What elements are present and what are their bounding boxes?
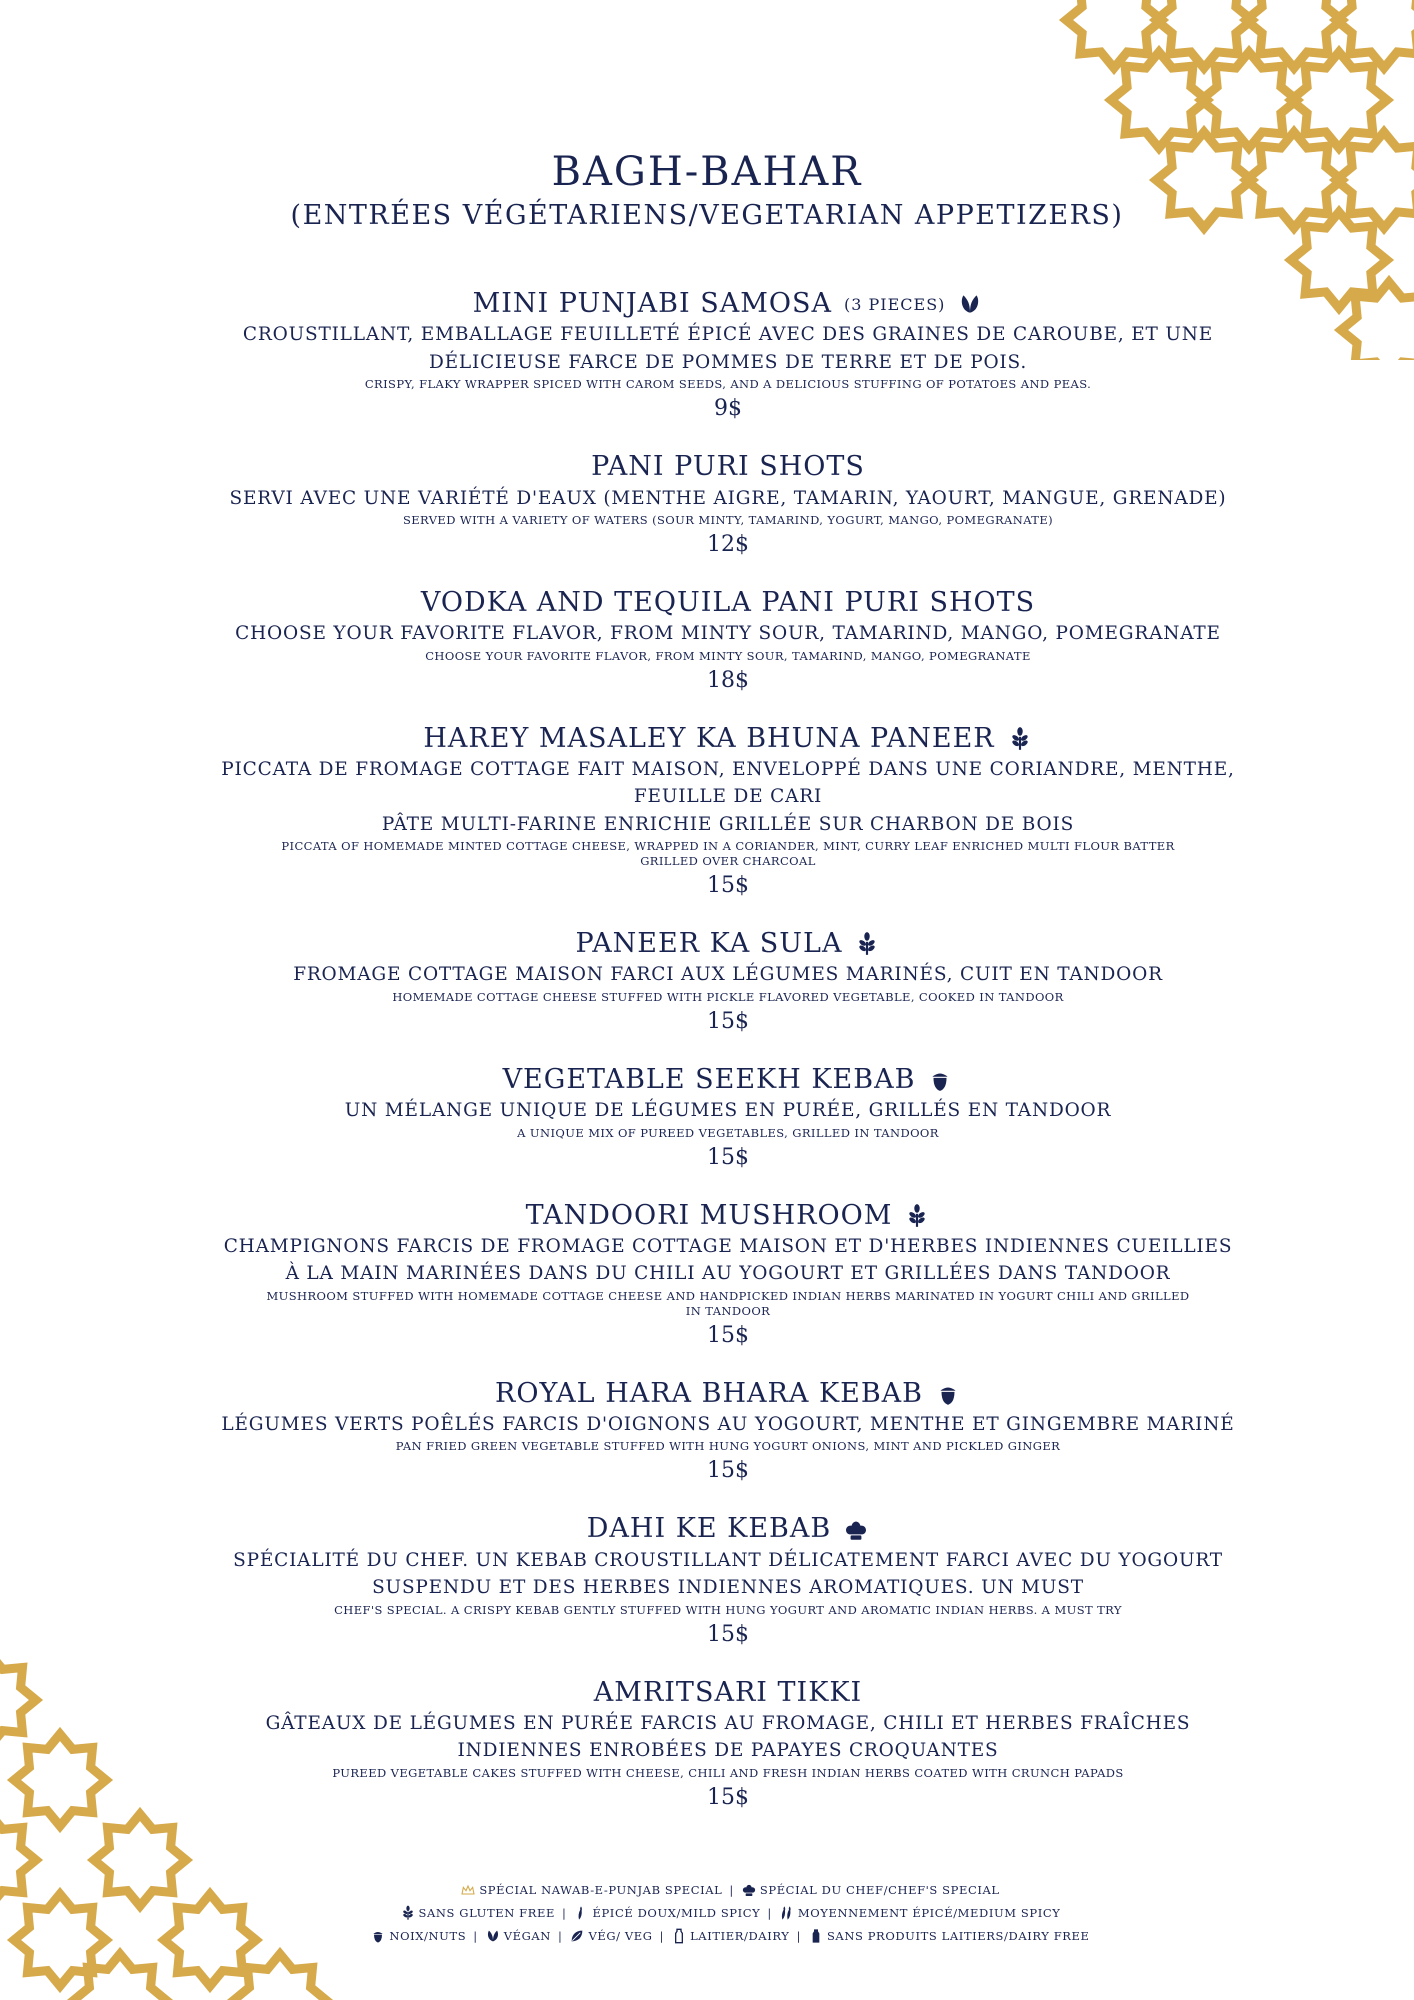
chef-hat-icon — [741, 1882, 757, 1898]
menu-item-description-fr: CROUSTILLANT, EMBALLAGE FEUILLETÉ ÉPICÉ AVEC DES GRAINES DE CAROUBE, ET UNE — [242, 324, 1214, 346]
menu-items-list — [200, 288, 1256, 1840]
legend-item — [741, 1882, 1000, 1898]
legend-label: SPÉCIAL NAWAB-E-PUNJAB SPECIAL — [479, 1883, 723, 1897]
gluten-free-icon — [400, 1905, 416, 1921]
legend-row — [300, 1882, 1160, 1898]
legend-separator: | — [767, 1906, 772, 1920]
legend-item — [485, 1928, 551, 1944]
legend-label: MOYENNEMENT ÉPICÉ/MEDIUM SPICY — [797, 1906, 1061, 1920]
menu-item-description-en — [200, 1289, 1256, 1319]
menu-item — [200, 1200, 1256, 1348]
legend-label: LAITIER/DAIRY — [690, 1929, 790, 1943]
menu-item-price: 15$ — [707, 873, 749, 899]
menu-item-description-fr: PICCATA DE FROMAGE COTTAGE FAIT MAISON, ENVELOPPÉ DANS UNE CORIANDRE, MENTHE, — [221, 759, 1235, 780]
menu-item-description-en — [200, 513, 1256, 528]
menu-item-heading — [423, 723, 1032, 755]
nuts-icon — [935, 1381, 961, 1407]
dietary-legend — [300, 1882, 1160, 1951]
menu-item-heading — [587, 1513, 869, 1545]
menu-item-note: (3 PIECES) — [844, 294, 946, 314]
menu-item-description-en — [200, 1603, 1256, 1618]
menu-item-price: 12$ — [707, 531, 749, 557]
legend-separator: | — [796, 1929, 801, 1943]
legend-row — [300, 1905, 1160, 1921]
menu-item-description-en — [200, 377, 1256, 392]
legend-label: SPÉCIAL DU CHEF/CHEF'S SPECIAL — [759, 1883, 1000, 1897]
vegan-icon — [485, 1928, 501, 1944]
menu-item — [200, 451, 1256, 557]
legend-item — [808, 1928, 1090, 1944]
menu-item-price: 15$ — [707, 1784, 749, 1810]
legend-separator: | — [659, 1929, 665, 1943]
menu-item-description-fr: FROMAGE COTTAGE MAISON FARCI AUX LÉGUMES MARINÉS, CUIT EN TANDOOR — [293, 964, 1163, 986]
menu-item-name: AMRITSARI TIKKI — [593, 1676, 863, 1708]
menu-item-description-en-line: CHOOSE YOUR FAVORITE FLAVOR, FROM MINTY SOUR, TAMARIND, MANGO, POMEGRANATE — [425, 648, 1031, 663]
veg-icon — [569, 1928, 585, 1944]
menu-item-description-fr: LÉGUMES VERTS POÊLÉS FARCIS D'OIGNONS AU YOGOURT, MENTHE ET GINGEMBRE MARINÉ — [221, 1414, 1235, 1436]
gluten-free-icon — [854, 931, 880, 957]
menu-item-heading — [576, 928, 881, 960]
menu-item-description-en — [200, 1766, 1256, 1781]
menu-item — [200, 587, 1256, 693]
menu-item-description-fr: GÂTEAUX DE LÉGUMES EN PURÉE FARCIS AU FROMAGE, CHILI ET HERBES FRAÎCHES — [265, 1712, 1191, 1734]
menu-item-name: MINI PUNJABI SAMOSA — [472, 288, 833, 319]
legend-item — [460, 1882, 722, 1898]
menu-item-heading — [473, 288, 984, 320]
gluten-free-icon — [904, 1203, 930, 1229]
menu-item-description-fr: CHOOSE YOUR FAVORITE FLAVOR, FROM MINTY SOUR, TAMARIND, MANGO, POMEGRANATE — [235, 623, 1221, 645]
menu-item — [200, 288, 1256, 421]
legend-label: VÉGAN — [503, 1929, 551, 1943]
menu-item-description-en — [200, 1126, 1256, 1141]
legend-separator: | — [557, 1929, 563, 1943]
menu-item-description-en-line: HOMEMADE COTTAGE CHEESE STUFFED WITH PICKLE FLAVORED VEGETABLE, COOKED IN TANDOOR — [392, 989, 1064, 1004]
menu-item-description-en-line: CRISPY, FLAKY WRAPPER SPICED WITH CAROM SEEDS, AND A DELICIOUS STUFFING OF POTATOES AND PEAS. — [364, 377, 1092, 392]
menu-header — [0, 150, 1414, 231]
menu-item-name: TANDOORI MUSHROOM — [525, 1199, 893, 1231]
legend-item — [779, 1905, 1061, 1921]
nuts-icon — [927, 1067, 953, 1093]
vegan-icon — [957, 291, 983, 317]
nuts-icon — [370, 1928, 386, 1944]
menu-item-heading — [421, 587, 1035, 619]
dairy-free-icon — [808, 1928, 824, 1944]
menu-item-description-fr: SERVI AVEC UNE VARIÉTÉ D'EAUX (MENTHE AIGRE, TAMARIN, YAOURT, MANGUE, GRENADE) — [229, 487, 1227, 509]
page-subtitle: (ENTRÉES VÉGÉTARIENS/VEGETARIAN APPETIZERS) — [290, 200, 1124, 231]
legend-separator: | — [561, 1906, 567, 1920]
menu-item-heading — [591, 451, 865, 483]
menu-item-heading — [594, 1677, 862, 1709]
legend-item — [569, 1928, 652, 1944]
menu-item-description-en-line: A UNIQUE MIX OF PUREED VEGETABLES, GRILLED IN TANDOOR — [517, 1125, 939, 1140]
menu-item-description-en-line: CHEF'S SPECIAL. A CRISPY KEBAB GENTLY STUFFED WITH HUNG YOGURT AND AROMATIC INDIAN HERBS. A MUST TRY — [334, 1602, 1122, 1617]
menu-item-description-en-line: PICCATA OF HOMEMADE MINTED COTTAGE CHEESE, WRAPPED IN A CORIANDER, MINT, CURRY LEAF ENRICHED MULTI FLOUR BATTER — [281, 839, 1175, 854]
menu-item-description-en-line: PUREED VEGETABLE CAKES STUFFED WITH CHEESE, CHILI AND FRESH INDIAN HERBS COATED WITH CRUNCH PAPADS — [332, 1765, 1124, 1780]
menu-item — [200, 723, 1256, 898]
menu-item-description-en — [200, 839, 1256, 869]
menu-item-price: 9$ — [714, 396, 742, 422]
menu-item-description-fr: UN MÉLANGE UNIQUE DE LÉGUMES EN PURÉE, GRILLÉS EN TANDOOR — [344, 1100, 1112, 1122]
crown-icon — [460, 1882, 476, 1898]
menu-item-description-fr: SUSPENDU ET DES HERBES INDIENNES AROMATIQUES. UN MUST — [372, 1577, 1084, 1599]
menu-item-name: VODKA AND TEQUILA PANI PURI SHOTS — [420, 586, 1036, 618]
legend-item — [671, 1928, 789, 1944]
page-title: BAGH-BAHAR — [551, 149, 863, 195]
menu-item-description-fr: PÂTE MULTI-FARINE ENRICHIE GRILLÉE SUR CHARBON DE BOIS — [381, 813, 1075, 835]
menu-item-heading — [495, 1378, 961, 1410]
menu-item-description-en-line: SERVED WITH A VARIETY OF WATERS (SOUR MINTY, TAMARIND, YOGURT, MANGO, POMEGRANATE) — [402, 512, 1054, 527]
menu-item-description-fr: À LA MAIN MARINÉES DANS DU CHILI AU YOGOURT ET GRILLÉES DANS TANDOOR — [285, 1263, 1171, 1285]
menu-item-description-fr: SPÉCIALITÉ DU CHEF. UN KEBAB CROUSTILLANT DÉLICATEMENT FARCI AVEC DU YOGOURT — [233, 1549, 1223, 1571]
double-chili-icon — [779, 1905, 795, 1921]
menu-item-description-fr: FEUILLE DE CARI — [633, 786, 823, 808]
menu-item — [200, 928, 1256, 1034]
menu-item-price: 15$ — [707, 1458, 749, 1484]
menu-item-description-en-line: PAN FRIED GREEN VEGETABLE STUFFED WITH HUNG YOGURT ONIONS, MINT AND PICKLED GINGER — [395, 1439, 1061, 1454]
menu-item-description-en — [200, 1439, 1256, 1454]
legend-item — [370, 1928, 466, 1944]
legend-label: NOIX/NUTS — [389, 1929, 467, 1943]
legend-label: SANS GLUTEN FREE — [418, 1906, 555, 1920]
legend-item — [400, 1905, 555, 1921]
dairy-icon — [671, 1928, 687, 1944]
legend-separator: | — [473, 1929, 478, 1943]
menu-item-description-en-line: MUSHROOM STUFFED WITH HOMEMADE COTTAGE CHEESE AND HANDPICKED INDIAN HERBS MARINATED IN YOGURT CHILI AND GRILLED — [266, 1288, 1190, 1303]
menu-item-name: ROYAL HARA BHARA KEBAB — [494, 1377, 923, 1409]
menu-item-heading — [526, 1200, 931, 1232]
menu-item-description-en — [200, 990, 1256, 1005]
menu-item-name: HAREY MASALEY KA BHUNA PANEER — [423, 722, 995, 754]
chef-hat-icon — [843, 1517, 869, 1543]
menu-item — [200, 1677, 1256, 1810]
legend-label: VÉG/ VEG — [588, 1929, 653, 1943]
legend-item — [573, 1905, 760, 1921]
gluten-free-icon — [1007, 726, 1033, 752]
menu-item-description-en-line: GRILLED OVER CHARCOAL — [640, 854, 816, 869]
menu-item-name: PANEER KA SULA — [575, 928, 843, 960]
menu-item-description-fr: INDIENNES ENROBÉES DE PAPAYES CROQUANTES — [457, 1740, 999, 1762]
chili-icon — [573, 1905, 589, 1921]
menu-item-description-en — [200, 649, 1256, 664]
menu-item — [200, 1064, 1256, 1170]
menu-item — [200, 1513, 1256, 1646]
menu-item-price: 15$ — [707, 1144, 749, 1170]
menu-item-description-fr: DÉLICIEUSE FARCE DE POMMES DE TERRE ET DE POIS. — [428, 351, 1028, 373]
menu-item-price: 15$ — [707, 1322, 749, 1348]
menu-item-description-en-line: IN TANDOOR — [685, 1303, 771, 1318]
menu-item-price: 15$ — [707, 1621, 749, 1647]
menu-item-description-fr: CHAMPIGNONS FARCIS DE FROMAGE COTTAGE MAISON ET D'HERBES INDIENNES CUEILLIES — [223, 1235, 1233, 1257]
legend-label: ÉPICÉ DOUX/MILD SPICY — [592, 1906, 761, 1920]
menu-item-name: VEGETABLE SEEKH KEBAB — [502, 1063, 916, 1095]
menu-item-heading — [503, 1064, 954, 1096]
menu-item — [200, 1378, 1256, 1484]
legend-separator: | — [729, 1883, 734, 1897]
legend-label: SANS PRODUITS LAITIERS/DAIRY FREE — [826, 1929, 1090, 1943]
menu-item-price: 15$ — [707, 1008, 749, 1034]
legend-row — [300, 1928, 1160, 1944]
menu-item-name: PANI PURI SHOTS — [591, 451, 865, 483]
menu-item-price: 18$ — [707, 667, 749, 693]
menu-item-name: DAHI KE KEBAB — [586, 1513, 832, 1545]
